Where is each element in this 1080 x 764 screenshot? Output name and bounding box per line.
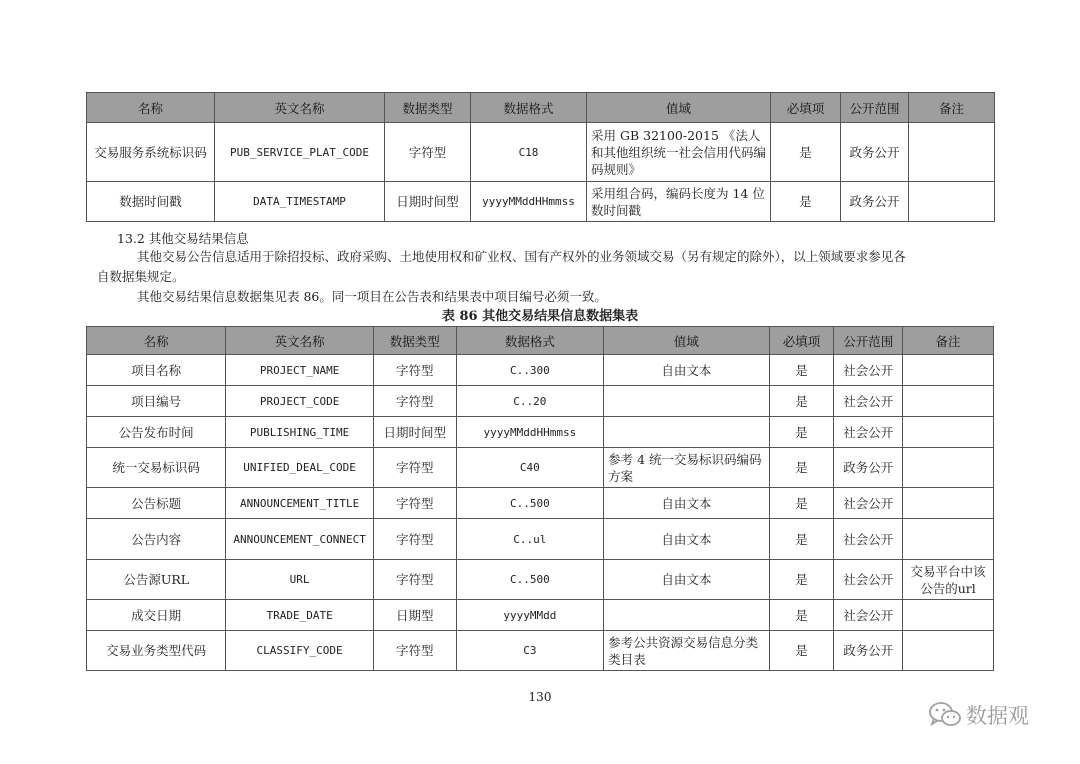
cell-data-type: 字符型	[373, 519, 456, 560]
header-data-format: 数据格式	[456, 327, 603, 355]
cell-data-format: yyyyMMdd	[456, 600, 603, 631]
cell-data-type: 字符型	[373, 386, 456, 417]
cell-required: 是	[769, 519, 834, 560]
cell-data-type: 日期时间型	[385, 182, 471, 222]
table-86	[86, 326, 994, 671]
cell-english-name: PUBLISHING_TIME	[226, 417, 373, 448]
header-value-domain: 值域	[604, 327, 770, 355]
cell-name: 公告标题	[87, 488, 226, 519]
table-caption: 表 86 其他交易结果信息数据集表	[441, 309, 639, 324]
cell-scope: 社会公开	[834, 600, 903, 631]
table-row	[87, 448, 994, 488]
cell-scope: 社会公开	[834, 560, 903, 600]
watermark	[928, 700, 1029, 730]
cell-value-domain: 自由文本	[604, 488, 770, 519]
wechat-icon	[928, 701, 962, 729]
cell-name: 公告发布时间	[87, 417, 226, 448]
cell-note	[903, 631, 994, 671]
cell-note	[903, 386, 994, 417]
cell-scope: 政务公开	[841, 182, 909, 222]
cell-value-domain: 采用 GB 32100-2015 《法人和其他组织统一社会信用代码编码规则》	[587, 123, 771, 182]
cell-scope: 政务公开	[834, 448, 903, 488]
cell-scope: 社会公开	[834, 519, 903, 560]
cell-english-name: ANNOUNCEMENT_CONNECT	[226, 519, 373, 560]
cell-value-domain: 参考公共资源交易信息分类类目表	[604, 631, 770, 671]
cell-required: 是	[769, 600, 834, 631]
cell-data-format: yyyyMMddHHmmss	[456, 417, 603, 448]
cell-data-format: C40	[456, 448, 603, 488]
cell-english-name: PROJECT_NAME	[226, 355, 373, 386]
table-row	[87, 600, 994, 631]
header-english-name: 英文名称	[215, 93, 385, 123]
cell-english-name: ANNOUNCEMENT_TITLE	[226, 488, 373, 519]
cell-required: 是	[769, 448, 834, 488]
cell-english-name: TRADE_DATE	[226, 600, 373, 631]
table-row	[87, 386, 994, 417]
header-data-type: 数据类型	[373, 327, 456, 355]
cell-data-format: C..500	[456, 488, 603, 519]
table-row	[87, 631, 994, 671]
table-row	[87, 123, 995, 182]
cell-data-type: 字符型	[373, 560, 456, 600]
cell-name: 交易业务类型代码	[87, 631, 226, 671]
cell-data-format: C..500	[456, 560, 603, 600]
cell-required: 是	[769, 560, 834, 600]
cell-value-domain: 自由文本	[604, 519, 770, 560]
cell-required: 是	[769, 631, 834, 671]
intro-paragraph	[97, 247, 987, 287]
header-name: 名称	[87, 327, 226, 355]
table-header-row	[87, 93, 995, 123]
header-value-domain: 值域	[587, 93, 771, 123]
cell-note	[909, 123, 995, 182]
cell-note: 交易平台中该公告的url	[903, 560, 994, 600]
cell-data-format: C..ul	[456, 519, 603, 560]
cell-data-format: C..20	[456, 386, 603, 417]
cell-required: 是	[769, 386, 834, 417]
table-row	[87, 488, 994, 519]
cell-note	[903, 519, 994, 560]
cell-value-domain: 自由文本	[604, 560, 770, 600]
cell-data-format: yyyyMMddHHmmss	[471, 182, 587, 222]
cell-name: 成交日期	[87, 600, 226, 631]
table-row	[87, 355, 994, 386]
cell-note	[903, 448, 994, 488]
cell-data-format: C..300	[456, 355, 603, 386]
cell-english-name: CLASSIFY_CODE	[226, 631, 373, 671]
cell-scope: 社会公开	[834, 488, 903, 519]
watermark-text: 数据观	[966, 704, 1029, 728]
page-number: 130	[528, 690, 552, 704]
header-english-name: 英文名称	[226, 327, 373, 355]
table-continued	[86, 92, 995, 222]
cell-required: 是	[769, 488, 834, 519]
header-scope: 公开范围	[841, 93, 909, 123]
cell-data-type: 日期型	[373, 600, 456, 631]
cell-scope: 社会公开	[834, 355, 903, 386]
cell-value-domain: 自由文本	[604, 355, 770, 386]
cell-note	[903, 355, 994, 386]
cell-english-name: URL	[226, 560, 373, 600]
cell-data-format: C18	[471, 123, 587, 182]
cell-name: 统一交易标识码	[87, 448, 226, 488]
cell-data-type: 字符型	[373, 631, 456, 671]
header-note: 备注	[909, 93, 995, 123]
table-row	[87, 519, 994, 560]
header-data-type: 数据类型	[385, 93, 471, 123]
intro-line-2: 自数据集规定。	[97, 269, 185, 284]
cell-name: 项目编号	[87, 386, 226, 417]
cell-value-domain: 采用组合码，编码长度为 14 位数时间戳	[587, 182, 771, 222]
cell-data-type: 字符型	[373, 448, 456, 488]
cell-scope: 社会公开	[834, 417, 903, 448]
cell-value-domain	[604, 417, 770, 448]
cell-data-type: 日期时间型	[373, 417, 456, 448]
header-scope: 公开范围	[834, 327, 903, 355]
cell-data-type: 字符型	[373, 355, 456, 386]
cell-value-domain	[604, 386, 770, 417]
cell-name: 公告内容	[87, 519, 226, 560]
intro-line-1: 其他交易公告信息适用于除招投标、政府采购、土地使用权和矿业权、国有产权外的业务领域交易（另有规定的除外），以上领域要求参见各	[137, 249, 906, 264]
cell-value-domain	[604, 600, 770, 631]
cell-scope: 政务公开	[834, 631, 903, 671]
cell-name: 数据时间戳	[87, 182, 215, 222]
cell-required: 是	[769, 417, 834, 448]
table-reference-text: 其他交易结果信息数据集见表 86。同一项目在公告表和结果表中项目编号必须一致。	[137, 289, 607, 304]
cell-required: 是	[769, 355, 834, 386]
cell-name: 项目名称	[87, 355, 226, 386]
cell-name: 公告源URL	[87, 560, 226, 600]
header-data-format: 数据格式	[471, 93, 587, 123]
cell-required: 是	[771, 182, 841, 222]
table-row	[87, 417, 994, 448]
header-name: 名称	[87, 93, 215, 123]
cell-scope: 政务公开	[841, 123, 909, 182]
table-row	[87, 182, 995, 222]
cell-scope: 社会公开	[834, 386, 903, 417]
cell-required: 是	[771, 123, 841, 182]
cell-english-name: PUB_SERVICE_PLAT_CODE	[215, 123, 385, 182]
header-required: 必填项	[771, 93, 841, 123]
cell-value-domain: 参考 4 统一交易标识码编码方案	[604, 448, 770, 488]
header-note: 备注	[903, 327, 994, 355]
cell-data-type: 字符型	[385, 123, 471, 182]
cell-data-type: 字符型	[373, 488, 456, 519]
cell-note	[909, 182, 995, 222]
cell-english-name: DATA_TIMESTAMP	[215, 182, 385, 222]
cell-note	[903, 488, 994, 519]
cell-english-name: PROJECT_CODE	[226, 386, 373, 417]
cell-note	[903, 417, 994, 448]
section-heading: 13.2 其他交易结果信息	[117, 231, 249, 246]
cell-name: 交易服务系统标识码	[87, 123, 215, 182]
cell-note	[903, 600, 994, 631]
header-required: 必填项	[769, 327, 834, 355]
cell-data-format: C3	[456, 631, 603, 671]
cell-english-name: UNIFIED_DEAL_CODE	[226, 448, 373, 488]
table-header-row	[87, 327, 994, 355]
table-row	[87, 560, 994, 600]
